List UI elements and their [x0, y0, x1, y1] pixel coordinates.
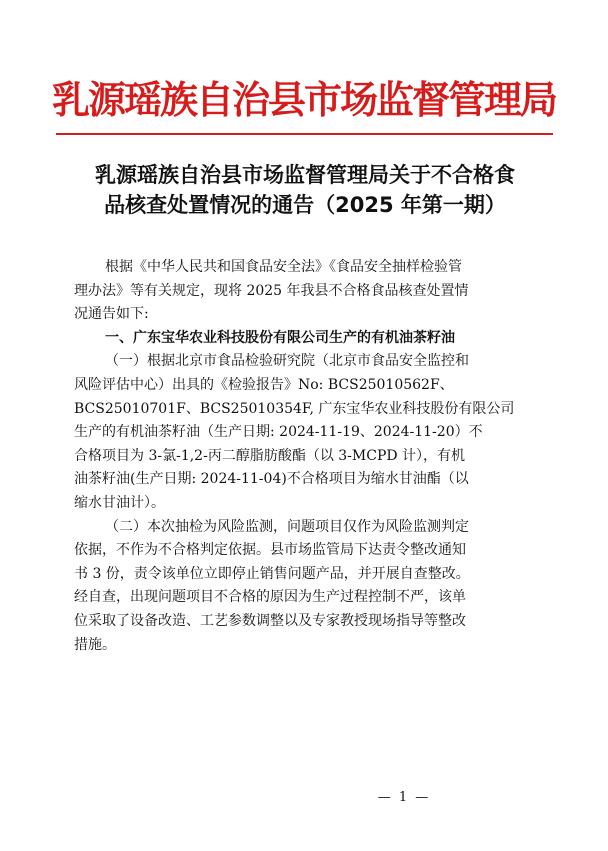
item1-line-3: BCS25010701F、BCS25010354F, 广东宝华农业科技股份有限公司 — [74, 400, 515, 417]
title-line-1: 乳源瑶族自治县市场监督管理局关于不合格食 — [95, 163, 515, 187]
item2-line-4: 经自查，出现问题项目不合格的原因为生产过程控制不严，该单 — [74, 589, 466, 606]
item-2-paragraph — [74, 516, 540, 658]
item1-line-7: 缩水甘油计）。 — [74, 494, 165, 511]
item-1-paragraph — [74, 350, 540, 515]
intro-line-1: 根据《中华人民共和国食品安全法》《食品安全抽样检验管 — [105, 259, 462, 275]
intro-line-3: 况通告如下: — [74, 306, 149, 323]
item1-line-4: 生产的有机油茶籽油（生产日期: 2024-11-19、2024-11-20）不 — [74, 424, 483, 441]
section-heading-1 — [74, 327, 540, 351]
item2-line-5: 位采取了设备改造、工艺参数调整以及专家教授现场指导等整改 — [74, 612, 466, 629]
section1-heading: 一、广东宝华农业科技股份有限公司生产的有机油茶籽油 — [105, 329, 455, 346]
title-line-2: 品核查处置情况的通告（2025 年第一期） — [104, 193, 506, 217]
item2-line-6: 措施。 — [74, 636, 116, 653]
item1-line-2: 风险评估中心）出具的《检验报告》No: BCS25010562F、 — [74, 376, 454, 393]
masthead-red-rule — [56, 133, 553, 135]
masthead-text: 乳源瑶族自治县市场监督管理局 — [51, 77, 556, 122]
item2-line-2: 依据，不作为不合格判定依据。县市场监管局下达责令整改通知 — [74, 542, 466, 559]
item1-line-5: 合格项目为 3-氯-1,2-丙二醇脂肪酸酯（以 3-MCPD 计），有机 — [74, 447, 466, 464]
item2-line-3: 书 3 份，责令该单位立即停止销售问题产品，并开展自查整改。 — [74, 565, 470, 582]
document-body — [74, 256, 540, 657]
document-title — [70, 160, 540, 220]
item1-line-1: （一）根据北京市食品检验研究院（北京市食品安全监控和 — [105, 353, 469, 370]
item1-line-6: 油茶籽油(生产日期: 2024-11-04)不合格项目为缩水甘油酯（以 — [74, 471, 469, 488]
page-number: — 1 — — [377, 790, 431, 805]
intro-line-2: 理办法》等有关规定，现将 2025 年我县不合格食品核查处置情 — [74, 282, 469, 299]
agency-masthead — [0, 78, 608, 122]
item2-line-1: （二）本次抽检为风险监测，问题项目仅作为风险监测判定 — [105, 518, 469, 535]
intro-paragraph — [74, 256, 540, 327]
